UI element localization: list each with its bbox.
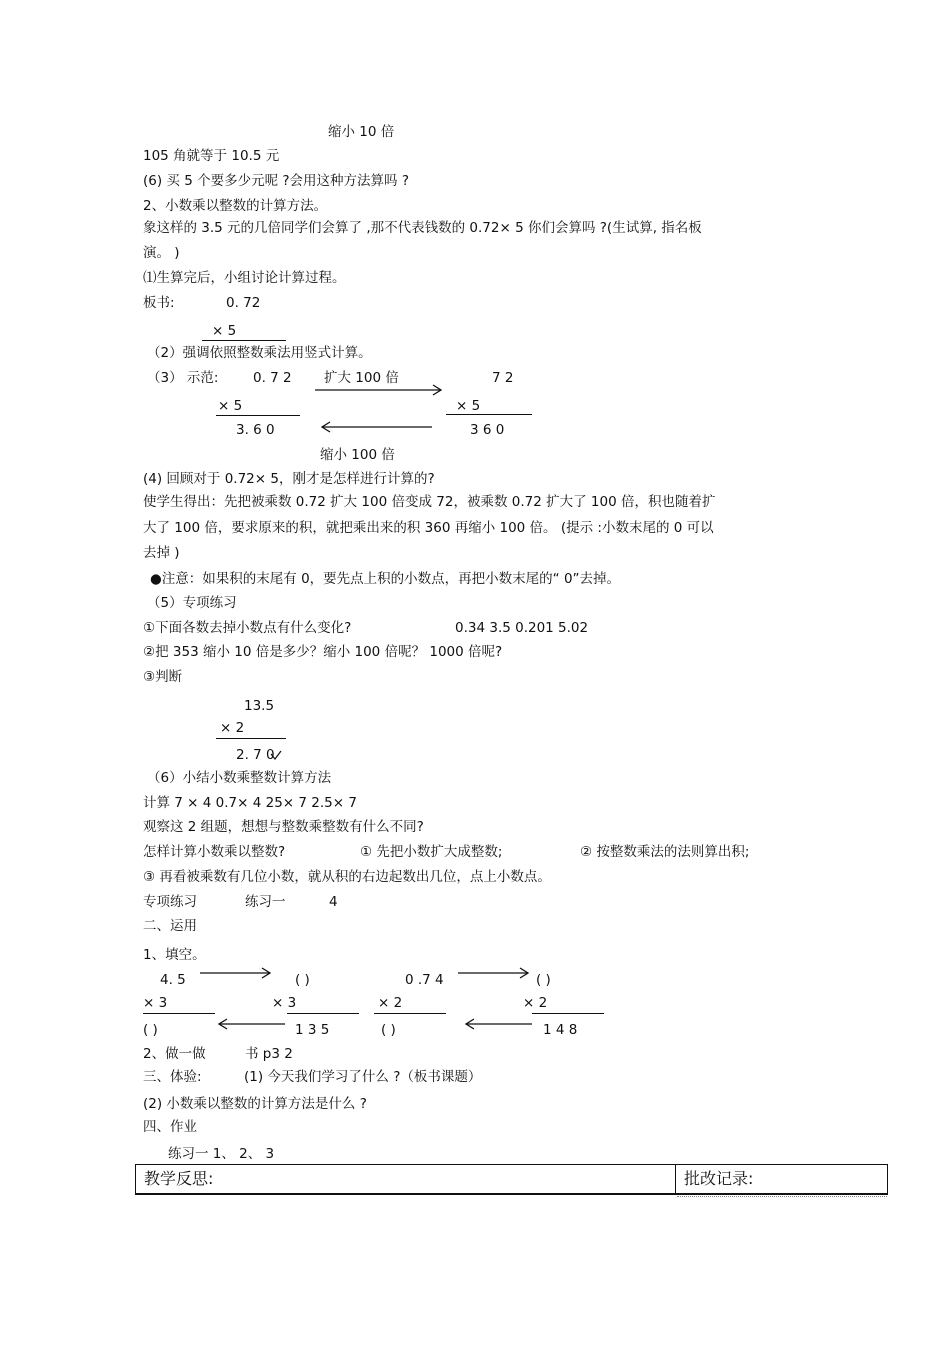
text-line: 象这样的 3.5 元的几倍同学们会算了 ,那不代表钱数的 0.72× 5 你们会算吗 ?(生试算, 指名板 bbox=[143, 220, 702, 236]
math-rule bbox=[143, 1013, 215, 1014]
text-line: ⑴生算完后，小组讨论计算过程。 bbox=[143, 270, 346, 286]
demo-label: （3） 示范: bbox=[147, 370, 219, 386]
text-line: (4) 回顾对于 0.72× 5，刚才是怎样进行计算的? bbox=[143, 471, 435, 487]
number-list: 0.34 3.5 0.201 5.02 bbox=[455, 620, 589, 636]
text-line: 书 p3 2 bbox=[245, 1046, 293, 1062]
math-multiplier: × 2 bbox=[220, 720, 245, 736]
math-product: 1 3 5 bbox=[295, 1022, 330, 1038]
section-heading: 三、体验: bbox=[143, 1069, 202, 1085]
right-arrow-icon bbox=[200, 967, 274, 979]
math-rule bbox=[532, 1013, 604, 1014]
right-arrow-icon bbox=[458, 967, 532, 979]
math-product: 2. 7 0 bbox=[236, 747, 275, 763]
reflection-table bbox=[135, 1164, 888, 1195]
board-label: 板书: bbox=[143, 295, 175, 311]
text-line: (2) 小数乘以整数的计算方法是什么 ? bbox=[143, 1096, 367, 1112]
blank-box: ( ) bbox=[143, 1022, 158, 1038]
math-product: 3. 6 0 bbox=[236, 422, 275, 438]
math-product: 1 4 8 bbox=[543, 1022, 578, 1038]
math-number: 4. 5 bbox=[160, 972, 186, 988]
text-line: 去掉 ) bbox=[143, 545, 180, 561]
text-line: 演。 ) bbox=[143, 245, 180, 261]
math-rule bbox=[287, 1013, 359, 1014]
math-number: 0 .7 4 bbox=[405, 972, 444, 988]
text-line: ③判断 bbox=[143, 669, 183, 685]
left-arrow-icon bbox=[318, 421, 434, 433]
math-multiplier: × 3 bbox=[272, 995, 297, 1011]
text-line: 大了 100 倍，要求原来的积，就把乘出来的积 360 再缩小 100 倍。 (提示 :小数末尾的 0 可以 bbox=[143, 520, 714, 536]
math-rule bbox=[202, 340, 286, 341]
math-multiplier: × 5 bbox=[212, 323, 237, 339]
math-rule bbox=[374, 1013, 446, 1014]
section-heading: 2、小数乘以整数的计算方法。 bbox=[143, 198, 328, 214]
text-line: 练习一 bbox=[245, 894, 286, 910]
step-item: ③ 再看被乘数有几位小数，就从积的右边起数出几位，点上小数点。 bbox=[143, 869, 551, 885]
right-arrow-icon bbox=[315, 384, 445, 396]
text-line: 4 bbox=[329, 894, 338, 910]
math-rule bbox=[216, 738, 286, 739]
math-product: 3 6 0 bbox=[470, 422, 505, 438]
math-number: 0. 72 bbox=[226, 295, 261, 311]
text-line: （6）小结小数乘整数计算方法 bbox=[147, 770, 332, 786]
text-line: 缩小 10 倍 bbox=[328, 124, 395, 140]
text-line: 专项练习 bbox=[143, 894, 197, 910]
text-line: 计算 7 × 4 0.7× 4 25× 7 2.5× 7 bbox=[143, 795, 357, 811]
step-item: ② 按整数乘法的法则算出积; bbox=[580, 844, 750, 860]
text-line: （2）强调依照整数乘法用竖式计算。 bbox=[147, 345, 372, 361]
check-mark-icon bbox=[270, 749, 282, 761]
text-line: 练习一 1、 2、 3 bbox=[168, 1146, 275, 1162]
left-arrow-icon bbox=[462, 1018, 534, 1030]
text-line: 使学生得出：先把被乘数 0.72 扩大 100 倍变成 72，被乘数 0.72 扩大了 100 倍，积也随着扩 bbox=[143, 494, 716, 510]
blank-box: ( ) bbox=[381, 1022, 396, 1038]
math-multiplier: × 5 bbox=[218, 398, 243, 414]
math-number: 13.5 bbox=[244, 698, 275, 714]
section-heading: 二、运用 bbox=[143, 918, 197, 934]
math-multiplier: × 2 bbox=[378, 995, 403, 1011]
left-arrow-icon bbox=[215, 1018, 287, 1030]
teaching-reflection-label: 教学反思: bbox=[144, 1169, 214, 1188]
note-line: ●注意：如果积的末尾有 0，要先点上积的小数点，再把小数末尾的“ 0”去掉。 bbox=[150, 571, 621, 587]
section-heading: 四、作业 bbox=[143, 1119, 197, 1135]
text-line: 2、做一做 bbox=[143, 1046, 206, 1062]
text-line: （5）专项练习 bbox=[147, 595, 237, 611]
math-rule bbox=[216, 415, 300, 416]
text-line: (6) 买 5 个要多少元呢 ?会用这种方法算吗 ? bbox=[143, 173, 409, 189]
math-multiplier: × 5 bbox=[456, 398, 481, 414]
arrow-label: 扩大 100 倍 bbox=[324, 370, 399, 386]
text-line: ①下面各数去掉小数点有什么变化? bbox=[143, 620, 352, 636]
math-multiplier: × 2 bbox=[523, 995, 548, 1011]
math-number: 0. 7 2 bbox=[253, 370, 292, 386]
math-number: 7 2 bbox=[492, 370, 514, 386]
blank-box: ( ) bbox=[295, 972, 310, 988]
text-line: (1) 今天我们学习了什么 ?（板书课题） bbox=[244, 1069, 482, 1085]
math-multiplier: × 3 bbox=[143, 995, 168, 1011]
arrow-label: 缩小 100 倍 bbox=[320, 447, 395, 463]
correction-record-label: 批改记录: bbox=[684, 1169, 754, 1188]
step-item: ① 先把小数扩大成整数; bbox=[360, 844, 503, 860]
math-rule bbox=[446, 414, 532, 415]
text-line: 观察这 2 组题，想想与整数乘整数有什么不同? bbox=[143, 819, 424, 835]
text-line: 1、填空。 bbox=[143, 947, 206, 963]
text-line: 怎样计算小数乘以整数? bbox=[143, 844, 286, 860]
text-line: ②把 353 缩小 10 倍是多少？缩小 100 倍呢？ 1000 倍呢? bbox=[143, 644, 503, 660]
dotted-rule bbox=[677, 1196, 887, 1198]
blank-box: ( ) bbox=[536, 972, 551, 988]
text-line: 105 角就等于 10.5 元 bbox=[143, 148, 280, 164]
table-divider bbox=[675, 1165, 676, 1193]
